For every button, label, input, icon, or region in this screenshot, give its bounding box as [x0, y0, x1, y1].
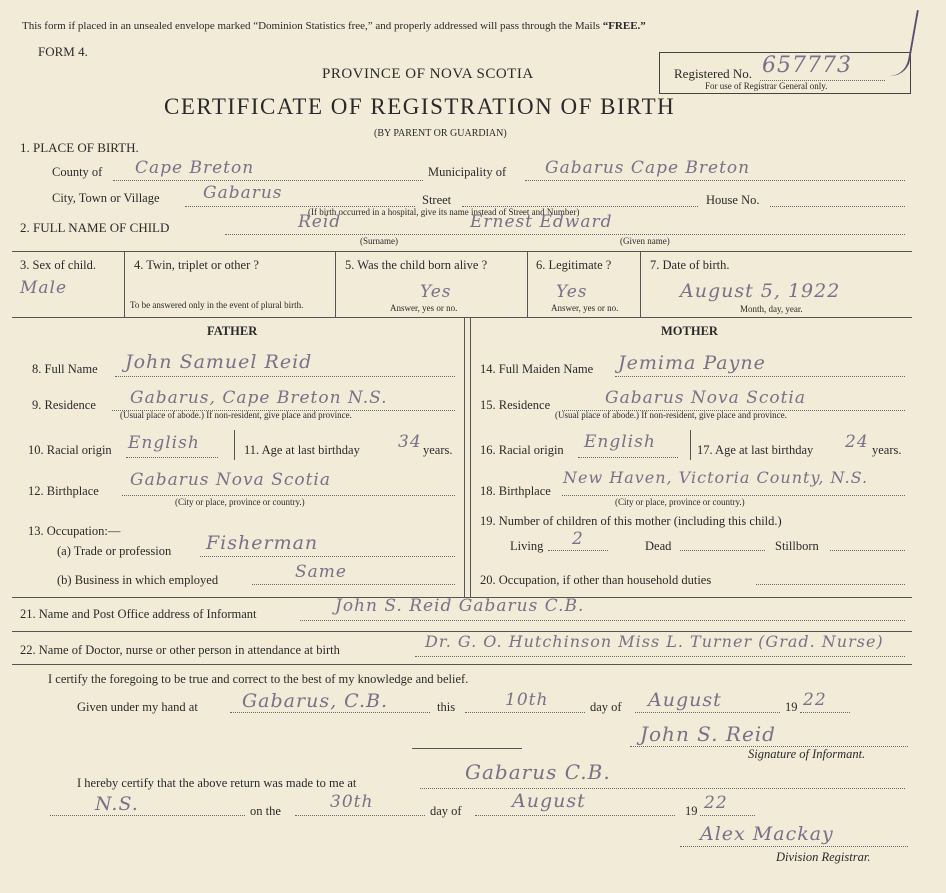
living-value: 2 [572, 529, 584, 549]
father-residence-value: Gabarus, Cape Breton N.S. [130, 388, 388, 408]
day-of-label: day of [590, 700, 622, 714]
check-mark-icon [887, 7, 919, 79]
mother-residence-value: Gabarus Nova Scotia [605, 388, 806, 408]
dob-value: August 5, 1922 [680, 280, 841, 302]
this-label: this [437, 700, 456, 714]
return-month: August [512, 790, 586, 812]
dead-label: Dead [645, 539, 672, 553]
mother-heading: MOTHER [661, 324, 718, 338]
province-heading: PROVINCE OF NOVA SCOTIA [322, 66, 534, 82]
return-place: Gabarus C.B. [465, 760, 611, 784]
mother-birthplace-label: 18. Birthplace [480, 484, 551, 498]
child-surname: Reid [298, 212, 342, 232]
doctor-value: Dr. G. O. Hutchinson Miss L. Turner (Grad. Nurse) [425, 632, 884, 651]
return-year-prefix: 19 [685, 804, 698, 818]
twin-note: To be answered only in the event of plural birth. [130, 300, 304, 310]
month-value: August [648, 689, 722, 711]
informant-signature-caption: Signature of Informant. [748, 747, 866, 761]
father-racial-value: English [128, 433, 200, 453]
mother-residence-label: 15. Residence [480, 398, 551, 412]
child-given-name: Ernest Edward [470, 212, 613, 232]
given-place: Gabarus, C.B. [242, 690, 389, 712]
alive-value: Yes [420, 282, 452, 302]
alive-label: 5. Was the child born alive ? [345, 258, 488, 272]
year-value: 22 [803, 690, 827, 710]
municipality-value: Gabarus Cape Breton [545, 158, 751, 178]
form-number: FORM 4. [38, 44, 88, 59]
dob-note: Month, day, year. [740, 304, 803, 314]
mother-age-suffix: years. [872, 443, 902, 457]
return-year: 22 [704, 793, 728, 813]
mother-racial-label: 16. Racial origin [480, 443, 564, 457]
father-birthplace-value: Gabarus Nova Scotia [130, 470, 331, 490]
father-age-label: 11. Age at last birthday [244, 443, 360, 457]
street-label: Street [422, 193, 452, 207]
legitimate-value: Yes [556, 282, 588, 302]
registrar-caption: Division Registrar. [776, 850, 871, 864]
city-value: Gabarus [203, 183, 283, 203]
father-age-value: 34 [398, 432, 422, 452]
informant-label: 21. Name and Post Office address of Informant [20, 607, 257, 621]
mother-name-label: 14. Full Maiden Name [480, 362, 594, 376]
trade-value: Fisherman [206, 532, 319, 554]
business-value: Same [295, 562, 347, 582]
twin-label: 4. Twin, triplet or other ? [134, 258, 259, 272]
informant-signature: John S. Reid [640, 722, 776, 746]
day-value: 10th [505, 690, 549, 710]
child-name-label: 2. FULL NAME OF CHILD [20, 220, 170, 235]
given-name-caption: (Given name) [620, 236, 670, 246]
mother-residence-note: (Usual place of abode.) If non-resident, give place and province. [555, 410, 787, 420]
registered-label: Registered No. [674, 66, 752, 81]
father-residence-label: 9. Residence [32, 398, 96, 412]
occupation-label: 13. Occupation:— [28, 524, 121, 538]
house-number-label: House No. [706, 193, 760, 207]
sex-label: 3. Sex of child. [20, 258, 97, 272]
father-name-value: John Samuel Reid [125, 351, 313, 373]
on-the-label: on the [250, 804, 281, 818]
hospital-note: (If birth occurred in a hospital, give its name instead of Street and Number) [308, 207, 580, 217]
legitimate-label: 6. Legitimate ? [536, 258, 612, 272]
surname-caption: (Surname) [360, 236, 398, 246]
doctor-label: 22. Name of Doctor, nurse or other person in attendance at birth [20, 643, 340, 657]
page-subtitle: (BY PARENT OR GUARDIAN) [374, 128, 507, 139]
county-label: County of [52, 165, 103, 179]
mother-age-value: 24 [845, 432, 869, 452]
stillborn-label: Stillborn [775, 539, 819, 553]
return-province: N.S. [95, 793, 139, 815]
father-residence-note: (Usual place of abode.) If non-resident, give place and province. [120, 410, 352, 420]
year-prefix: 19 [785, 700, 798, 714]
sex-value: Male [20, 278, 68, 298]
given-under-label: Given under my hand at [77, 700, 198, 714]
return-day: 30th [330, 792, 374, 812]
registrar-signature: Alex Mackay [700, 823, 834, 845]
mother-birthplace-value: New Haven, Victoria County, N.S. [563, 468, 869, 487]
municipality-label: Municipality of [428, 165, 507, 179]
county-value: Cape Breton [135, 158, 255, 178]
place-of-birth-heading: 1. PLACE OF BIRTH. [20, 140, 139, 155]
father-heading: FATHER [207, 324, 258, 338]
registered-value: 657773 [762, 53, 852, 78]
father-name-label: 8. Full Name [32, 362, 98, 376]
living-label: Living [510, 539, 544, 553]
alive-note: Answer, yes or no. [390, 303, 458, 313]
father-birthplace-label: 12. Birthplace [28, 484, 99, 498]
return-day-of-label: day of [430, 804, 462, 818]
city-label: City, Town or Village [52, 191, 160, 205]
children-label: 19. Number of children of this mother (including this child.) [480, 514, 782, 528]
return-statement: I hereby certify that the above return was made to me at [77, 776, 357, 790]
mother-age-label: 17. Age at last birthday [697, 443, 814, 457]
registrar-note: For use of Registrar General only. [705, 81, 828, 91]
certify-statement: I certify the foregoing to be true and correct to the best of my knowledge and belief. [48, 672, 469, 686]
mail-notice: This form if placed in an unsealed envelope marked “Dominion Statistics free,” and properly addressed will pass through the Mails “FREE.” [22, 20, 646, 32]
father-birthplace-note: (City or place, province or country.) [175, 497, 305, 507]
father-age-suffix: years. [423, 443, 453, 457]
mother-racial-value: English [584, 432, 656, 452]
father-racial-label: 10. Racial origin [28, 443, 112, 457]
page-title: CERTIFICATE OF REGISTRATION OF BIRTH [164, 94, 676, 119]
legitimate-note: Answer, yes or no. [551, 303, 619, 313]
trade-label: (a) Trade or profession [57, 544, 172, 558]
mother-birthplace-note: (City or place, province or country.) [615, 497, 745, 507]
dob-label: 7. Date of birth. [650, 258, 730, 272]
mother-occupation-label: 20. Occupation, if other than household duties [480, 573, 712, 587]
informant-value: John S. Reid Gabarus C.B. [335, 596, 585, 616]
mother-name-value: Jemima Payne [618, 352, 766, 374]
business-label: (b) Business in which employed [57, 573, 219, 587]
